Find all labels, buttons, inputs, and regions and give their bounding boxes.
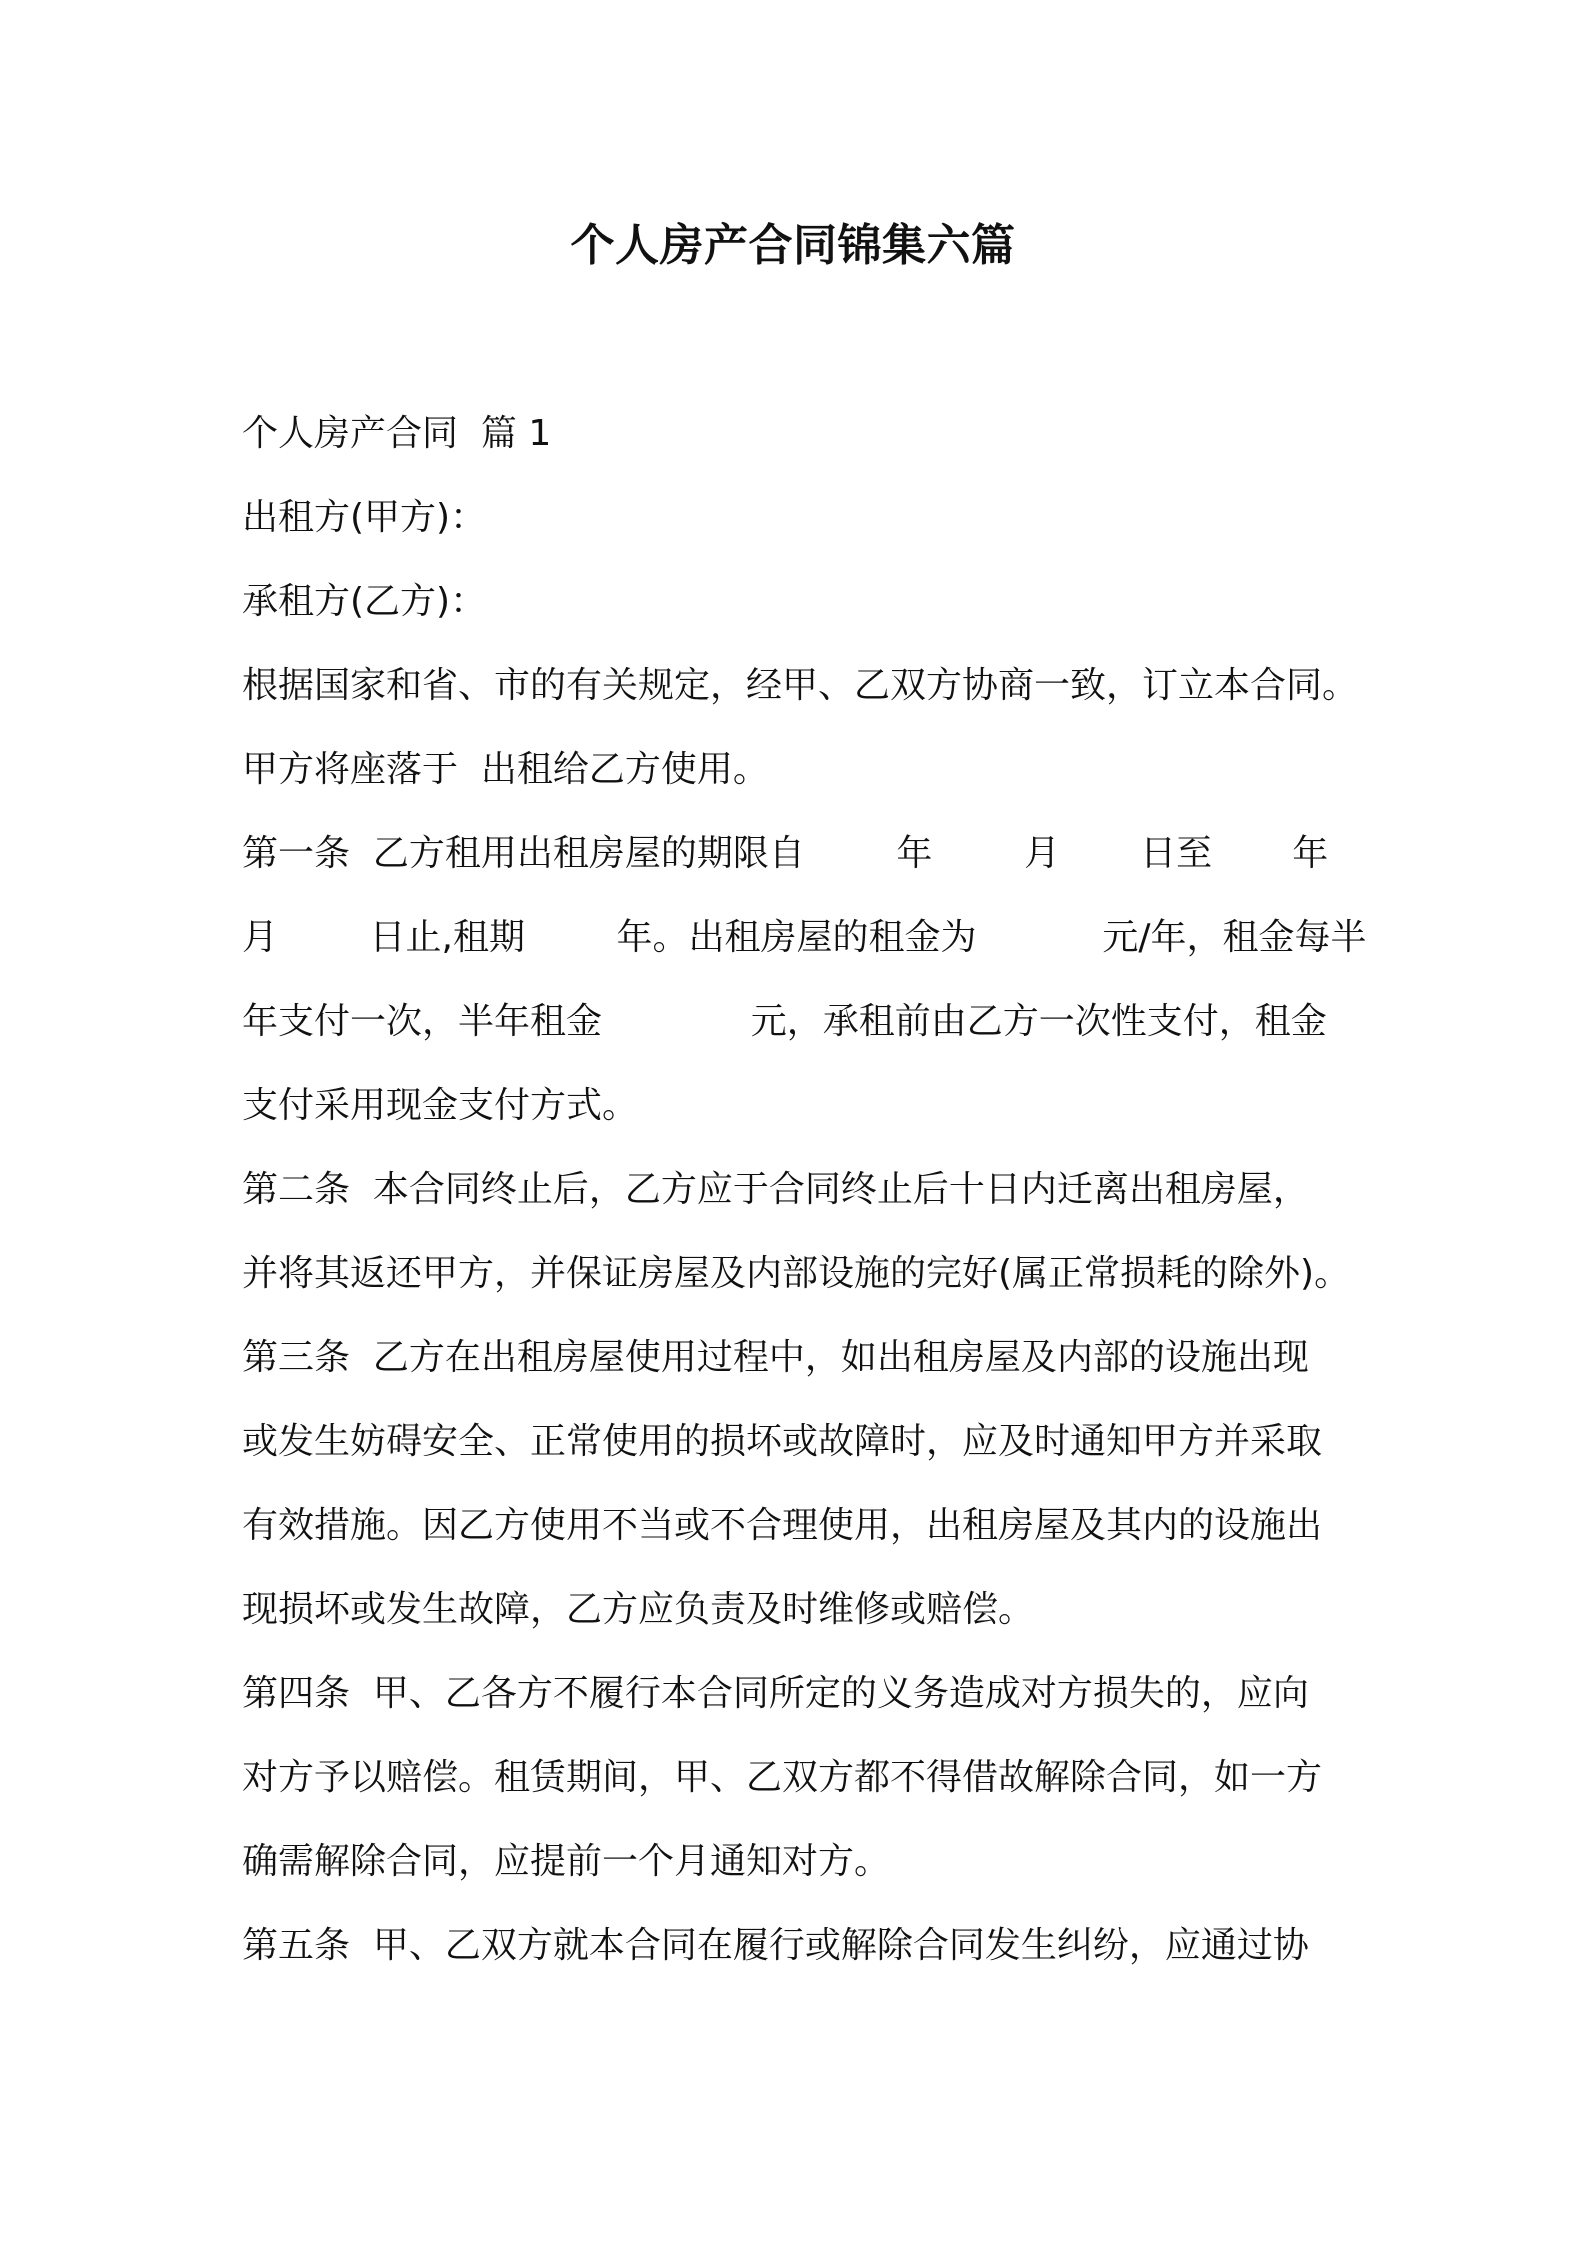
document-title: 个人房产合同锦集六篇 xyxy=(570,220,1016,271)
article-1-line-4: 支付采用现金支付方式。 xyxy=(242,1085,639,1126)
lessee-line: 承租方(乙方)： xyxy=(242,581,487,622)
article-2-line-2: 并将其返还甲方，并保证房屋及内部设施的完好(属正常损耗的除外)。 xyxy=(242,1253,1351,1294)
preamble-line: 根据国家和省、市的有关规定，经甲、乙双方协商一致，订立本合同。 xyxy=(242,665,1359,706)
lessor-line: 出租方(甲方)： xyxy=(242,497,487,538)
section-heading: 个人房产合同 篇 1 xyxy=(242,413,552,454)
article-3-line-2: 或发生妨碍安全、正常使用的损坏或故障时，应及时通知甲方并采取 xyxy=(242,1421,1323,1462)
article-5-line-1: 第五条 甲、乙双方就本合同在履行或解除合同发生纠纷，应通过协 xyxy=(242,1925,1309,1966)
article-1-line-3: 年支付一次，半年租金 元，承租前由乙方一次性支付，租金 xyxy=(242,1001,1327,1042)
article-1-line-2: 月 日止,租期 年。出租房屋的租金为 元/年，租金每半 xyxy=(242,917,1367,958)
article-4-line-2: 对方予以赔偿。租赁期间，甲、乙双方都不得借故解除合同，如一方 xyxy=(242,1757,1323,1798)
article-3-line-3: 有效措施。因乙方使用不当或不合理使用，出租房屋及其内的设施出 xyxy=(242,1505,1323,1546)
article-4-line-3: 确需解除合同，应提前一个月通知对方。 xyxy=(242,1841,891,1882)
article-4-line-1: 第四条 甲、乙各方不履行本合同所定的义务造成对方损失的，应向 xyxy=(242,1673,1309,1714)
property-location-line: 甲方将座落于 出租给乙方使用。 xyxy=(242,749,769,790)
article-3-line-4: 现损坏或发生故障，乙方应负责及时维修或赔偿。 xyxy=(242,1589,1035,1630)
article-2-line-1: 第二条 本合同终止后，乙方应于合同终止后十日内迁离出租房屋， xyxy=(242,1169,1309,1210)
article-3-line-1: 第三条 乙方在出租房屋使用过程中，如出租房屋及内部的设施出现 xyxy=(242,1337,1309,1378)
article-1-line-1: 第一条 乙方租用出租房屋的期限自 年 月 日至 年 xyxy=(242,833,1329,874)
